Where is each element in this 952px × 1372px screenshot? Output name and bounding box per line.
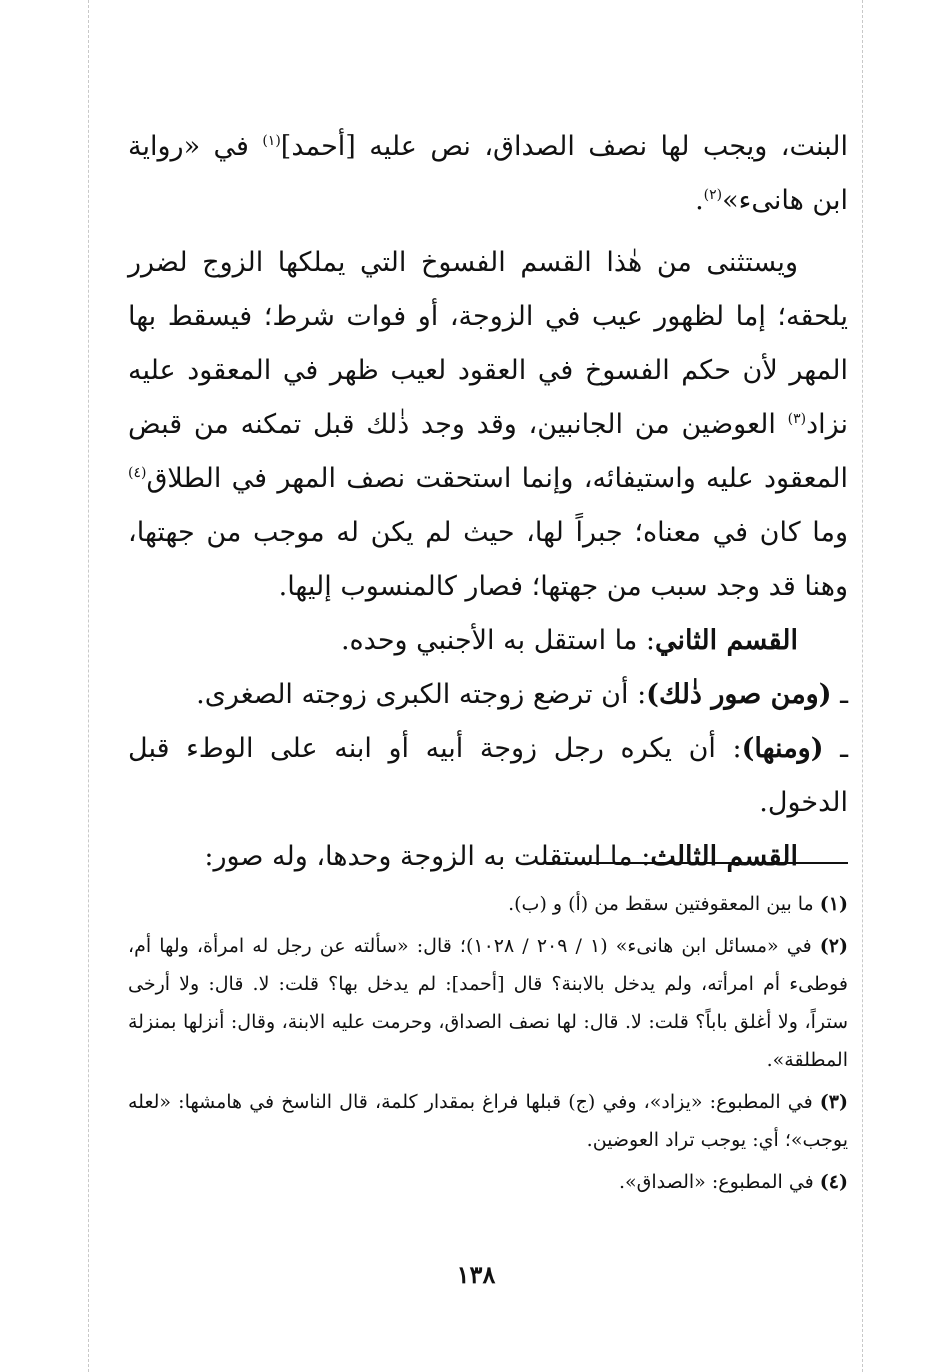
example-2-heading: (ومنها) bbox=[741, 733, 824, 764]
footnote-ref-4: (٤) bbox=[128, 465, 147, 481]
page-number: ١٣٨ bbox=[456, 1260, 496, 1289]
footnote-ref-2: (٢) bbox=[703, 187, 723, 203]
left-margin-guide bbox=[88, 0, 89, 1372]
example-1-heading: (ومن صور ذٰلك) bbox=[646, 679, 832, 710]
footnote-3: (٣) في المطبوع: «يزاد»، وفي (ج) قبلها فراغ بمقدار كلمة، قال الناسخ في هامشها: «لعله يوجب»؛ أي: يوجب تراد العوضين. bbox=[128, 1091, 848, 1151]
main-text bbox=[128, 120, 848, 884]
footnote-1: (١) ما بين المعقوفتين سقط من (أ) و (ب). bbox=[508, 893, 848, 915]
paragraph-2: ويستثنى من هٰذا القسم الفسوخ التي يملكها الزوج لضرر يلحقه؛ إما لظهور عيب في الزوجة، أو فوات شرط؛ فيسقط بها المهر لأن حكم الفسوخ في العقود لعيب ظهر في المعقود عليه نزاد$^{(٣)}$ العوضين من الجانبين، وقد وجد ذٰلك قبل تمكنه من قبض المعقود عليه واستيفائه، وإنما استحقت نصف المهر في الطلاق$^{(٤)}$ وما كان في معناه؛ جبراً لها، حيث لم يكن له موجب من جهتها، وهنا قد وجد سبب من جهتها؛ فصار كالمنسوب إليها. bbox=[128, 247, 848, 602]
section-3: القسم الثالث: ما استقلت به الزوجة وحدها، وله صور: bbox=[204, 841, 798, 872]
example-1: ـ (ومن صور ذٰلك): أن ترضع زوجته الكبرى زوجته الصغرى. bbox=[196, 679, 848, 710]
section-2-heading: القسم الثاني bbox=[655, 625, 798, 656]
footnote-2: (٢) في «مسائل ابن هانىء» (١ / ٢٠٩ / ١٠٢٨)؛ قال: «سألته عن رجل له امرأة، ولها أم، فوطىء أم امرأته، ولم يدخل بالابنة؟ قال [أحمد]: لم يدخل بها؟ قلت: لا. قال: ولا أرخى ستراً، ولا أغلق باباً؟ قلت: لا. قال: لها نصف الصداق، وحرمت عليه الابنة، وقال: أنزلها بمنزلة المطلقة». bbox=[128, 935, 848, 1071]
footnotes bbox=[128, 885, 848, 1201]
paragraph-1: البنت، ويجب لها نصف الصداق، نص عليه [أحمد]$^{(١)}$ في «رواية ابن هانىء»$^{(٢)}$. bbox=[128, 131, 848, 216]
footnote-divider bbox=[546, 862, 848, 864]
section-2: القسم الثاني: ما استقل به الأجنبي وحده. bbox=[340, 625, 798, 656]
footnote-ref-1: (١) bbox=[262, 133, 281, 149]
section-3-heading: القسم الثالث bbox=[650, 841, 798, 872]
footnote-ref-3: (٣) bbox=[787, 411, 807, 427]
footnote-4: (٤) في المطبوع: «الصداق». bbox=[618, 1171, 848, 1193]
example-2: ـ (ومنها): أن يكره رجل زوجة أبيه أو ابنه على الوطء قبل الدخول. bbox=[128, 733, 849, 818]
right-margin-guide bbox=[862, 0, 863, 1372]
